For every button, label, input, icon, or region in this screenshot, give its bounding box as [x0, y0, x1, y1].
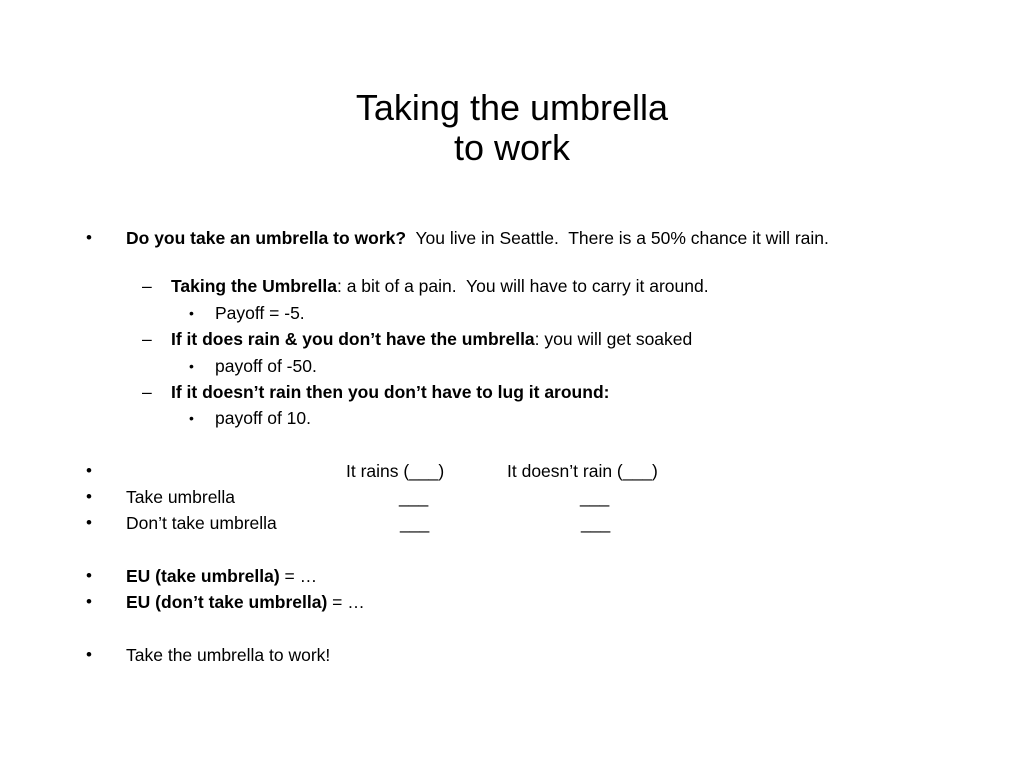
header-no-rain: It doesn’t rain (___): [507, 461, 658, 481]
option-1-payoff-text: Payoff = -5.: [215, 303, 305, 323]
bullet-icon: •: [189, 410, 194, 426]
cell-take-rains: ___: [399, 487, 429, 507]
option-1-rest: : a bit of a pain. You will have to carry it around.: [336, 276, 709, 296]
eu-dont-take-rest: = …: [327, 592, 365, 612]
conclusion-text: Take the umbrella to work!: [126, 645, 331, 665]
slide-title: [0, 88, 1024, 168]
option-3-payoff-text: payoff of 10.: [215, 408, 312, 428]
option-2-rest: : you will get soaked: [534, 329, 693, 349]
option-2-payoff-text: payoff of -50.: [215, 356, 317, 376]
dash-icon: –: [142, 276, 152, 296]
eu-take-rest: = …: [279, 566, 318, 586]
eu-dont-take-text: [126, 591, 365, 613]
question-text: [126, 227, 829, 249]
eu-take-bold: EU (take umbrella): [126, 566, 280, 586]
row-label-dont-take: Don’t take umbrella: [126, 513, 277, 533]
title-line-1: Taking the umbrella: [355, 87, 669, 128]
bullet-icon: •: [189, 358, 194, 374]
option-3-text: [171, 381, 609, 403]
bullet-icon: •: [86, 566, 92, 585]
bullet-icon: •: [86, 461, 92, 480]
header-rains: It rains (___): [346, 461, 445, 481]
bullet-icon: •: [86, 228, 92, 247]
title-line-2: to work: [453, 127, 571, 168]
eu-take-text: [126, 565, 317, 587]
cell-dont-take-no-rain: ___: [581, 513, 611, 533]
bullet-icon: •: [86, 487, 92, 506]
cell-dont-take-rains: ___: [400, 513, 430, 533]
option-2-text: [171, 328, 692, 350]
dash-icon: –: [142, 329, 152, 349]
option-1-text: [171, 275, 709, 297]
eu-dont-take-bold: EU (don’t take umbrella): [126, 592, 328, 612]
dash-icon: –: [142, 382, 152, 402]
bullet-icon: •: [189, 305, 194, 321]
cell-take-no-rain: ___: [580, 487, 610, 507]
row-label-take: Take umbrella: [126, 487, 235, 507]
question-rest: You live in Seattle. There is a 50% chance it will rain.: [406, 228, 829, 248]
option-2-bold: If it does rain & you don’t have the umbrella: [171, 329, 535, 349]
bullet-icon: •: [86, 645, 92, 664]
bullet-icon: •: [86, 513, 92, 532]
bullet-icon: •: [86, 592, 92, 611]
option-1-bold: Taking the Umbrella: [171, 276, 337, 296]
question-bold: Do you take an umbrella to work?: [126, 228, 407, 248]
option-3-bold: If it doesn’t rain then you don’t have to lug it around:: [171, 382, 610, 402]
